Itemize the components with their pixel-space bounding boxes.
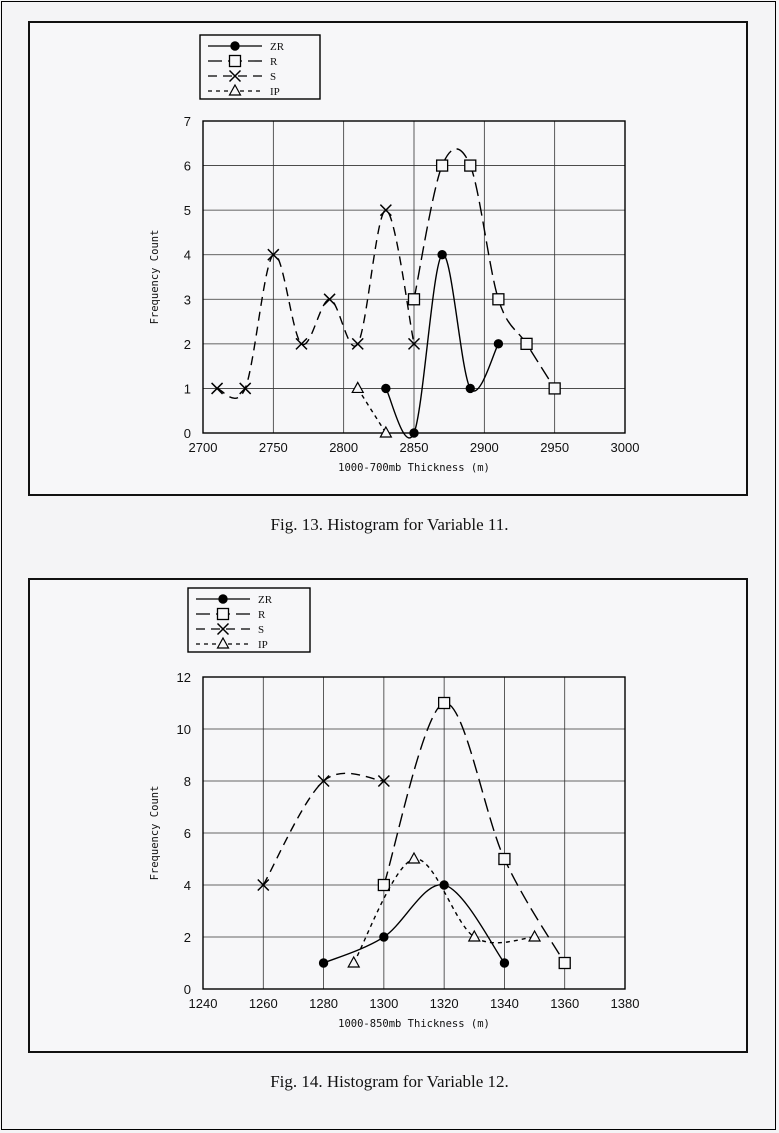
x-tick-label: 2800 — [329, 440, 359, 455]
data-point-zr — [500, 959, 508, 967]
y-tick-label: 2 — [183, 336, 191, 352]
y-axis-label: Frequency Count — [149, 785, 161, 881]
x-axis-label: 1000-850mb Thickness (m) — [338, 1018, 490, 1030]
x-tick-label: 1320 — [429, 996, 459, 1011]
legend-label-ip: IP — [270, 86, 280, 98]
legend-label-zr: ZR — [270, 41, 285, 53]
x-tick-label: 2700 — [188, 440, 218, 455]
y-axis-label: Frequency Count — [149, 229, 161, 325]
legend-label-r: R — [270, 56, 278, 68]
x-tick-label: 1280 — [309, 996, 339, 1011]
x-tick-label: 1240 — [188, 996, 218, 1011]
x-axis-label: 1000-700mb Thickness (m) — [338, 462, 490, 474]
chart-13-svg — [30, 23, 746, 494]
data-point-r — [559, 958, 570, 969]
data-point-r — [549, 383, 560, 394]
y-tick-label: 3 — [183, 292, 191, 308]
legend-marker-zr — [219, 595, 227, 603]
y-tick-label: 10 — [176, 722, 191, 737]
data-point-zr — [466, 384, 474, 392]
data-point-r — [439, 698, 450, 709]
legend-marker-r — [218, 609, 229, 620]
x-tick-label: 1340 — [489, 996, 519, 1011]
y-tick-label: 6 — [183, 826, 191, 841]
legend-label-s: S — [270, 71, 277, 83]
legend — [188, 588, 310, 652]
y-tick-label: 8 — [183, 774, 191, 789]
y-tick-label: 0 — [183, 982, 191, 997]
data-point-zr — [410, 429, 418, 437]
figure-14-caption: Fig. 14. Histogram for Variable 12. — [270, 1072, 509, 1091]
y-tick-label: 0 — [183, 426, 191, 441]
legend-label-r: R — [258, 609, 266, 621]
data-point-r — [493, 294, 504, 305]
y-tick-label: 7 — [183, 114, 191, 129]
chart-14-svg — [30, 580, 746, 1051]
figure-14-chart — [28, 578, 748, 1053]
data-point-r — [499, 854, 510, 865]
data-point-zr — [319, 959, 327, 967]
legend-label-ip: IP — [258, 639, 268, 651]
x-tick-label: 1380 — [610, 996, 640, 1011]
figure-13-caption: Fig. 13. Histogram for Variable 11. — [270, 515, 509, 534]
legend-marker-zr — [231, 42, 239, 50]
data-point-r — [409, 294, 420, 305]
y-tick-label: 12 — [176, 670, 191, 685]
x-tick-label: 2750 — [258, 440, 288, 455]
y-tick-label: 4 — [183, 878, 191, 893]
figure-13-chart — [28, 21, 748, 496]
x-tick-label: 1260 — [248, 996, 278, 1011]
y-tick-label: 1 — [183, 381, 191, 397]
legend-box — [200, 35, 320, 99]
x-tick-label: 2850 — [399, 440, 429, 455]
data-point-r — [521, 338, 532, 349]
legend — [200, 35, 320, 99]
legend-label-s: S — [258, 624, 265, 636]
x-tick-label: 3000 — [610, 440, 640, 455]
data-point-r — [437, 160, 448, 171]
y-tick-label: 2 — [183, 930, 191, 945]
legend-box — [188, 588, 310, 652]
legend-marker-r — [230, 56, 241, 67]
data-point-zr — [438, 251, 446, 259]
x-tick-label: 1300 — [369, 996, 399, 1011]
legend-label-zr: ZR — [258, 594, 273, 606]
data-point-zr — [382, 384, 390, 392]
y-tick-label: 6 — [183, 158, 191, 174]
data-point-zr — [494, 340, 502, 348]
x-tick-label: 1360 — [550, 996, 580, 1011]
data-point-r — [465, 160, 476, 171]
y-tick-label: 4 — [183, 247, 191, 263]
y-tick-label: 5 — [183, 203, 191, 219]
data-point-zr — [380, 933, 388, 941]
data-point-r — [378, 880, 389, 891]
x-tick-label: 2900 — [469, 440, 499, 455]
x-tick-label: 2950 — [540, 440, 570, 455]
